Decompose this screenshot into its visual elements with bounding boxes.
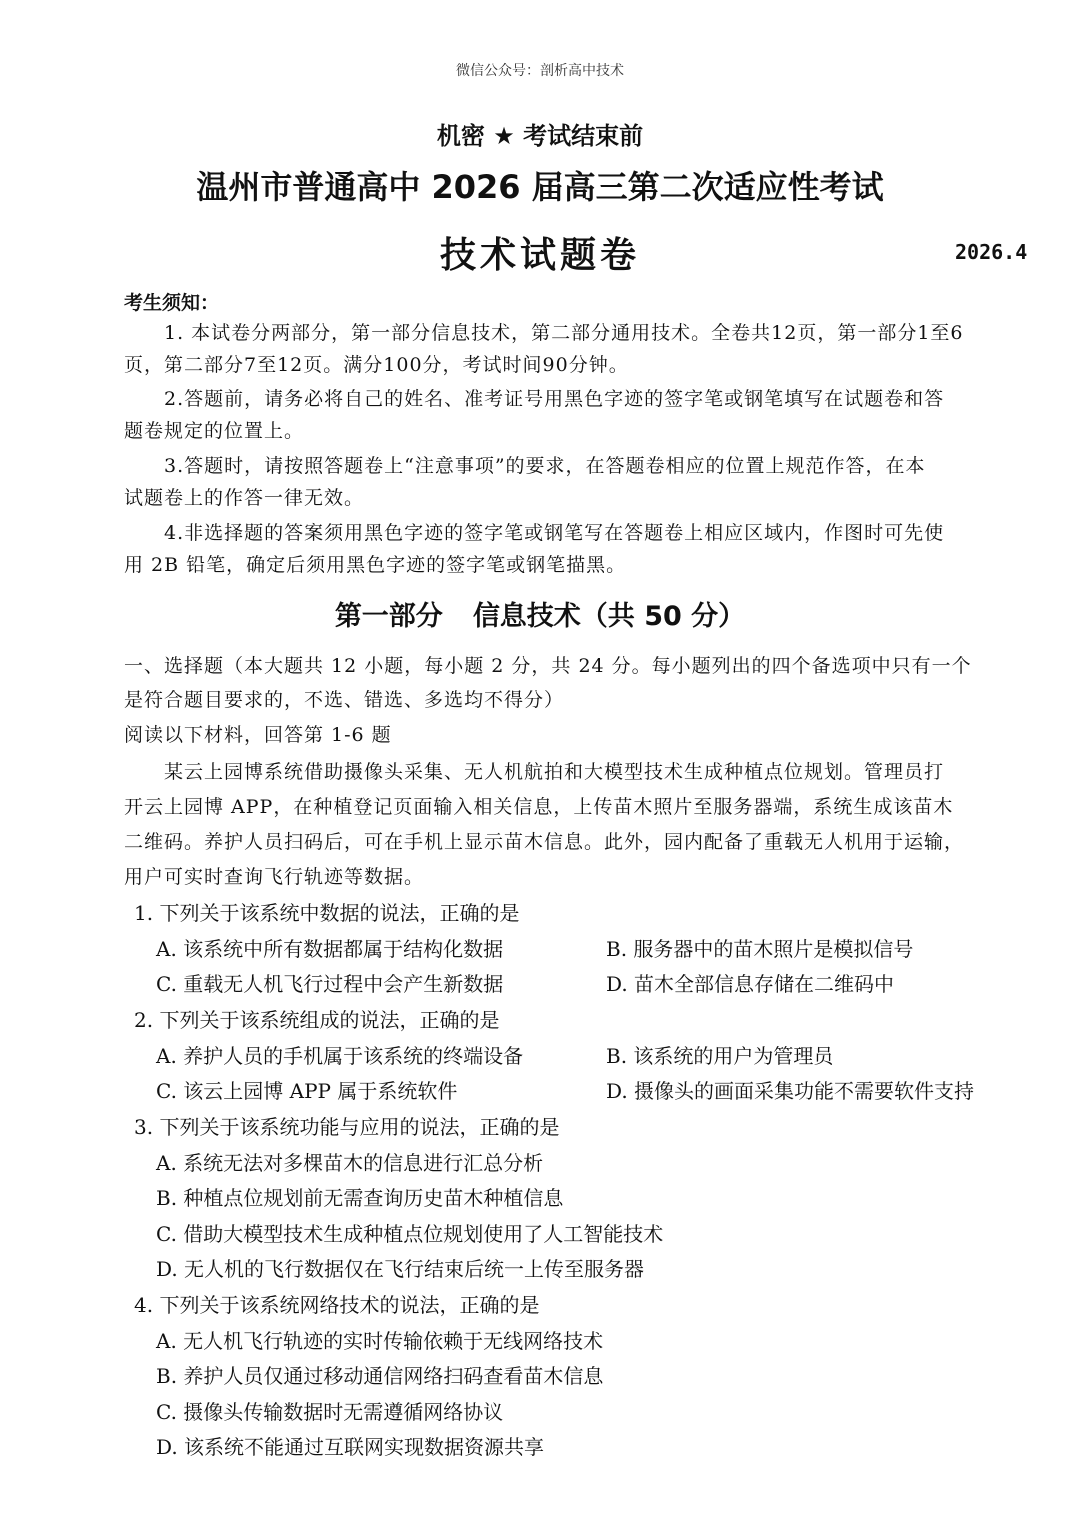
section-part: 第一部分: [334, 601, 443, 632]
exam-title: 温州市普通高中 2026 届高三第二次适应性考试: [196, 168, 884, 206]
notice-line: 3.答题时，请按照答题卷上“注意事项”的要求，在答题卷相应的位置上规范作答，在本: [164, 455, 926, 477]
notice-heading: 考生须知：: [124, 292, 220, 314]
question-stem: 2. 下列关于该系统组成的说法，正确的是: [134, 1008, 500, 1032]
material-line: 用户可实时查询飞行轨迹等数据。: [124, 866, 425, 888]
question-option: B. 该系统的用户为管理员: [606, 1044, 834, 1068]
material-line: 某云上园博系统借助摄像头采集、无人机航拍和大模型技术生成种植点位规划。管理员打: [164, 761, 945, 783]
question-option: D. 摄像头的画面采集功能不需要软件支持: [606, 1079, 975, 1103]
watermark: 微信公众号：剖析高中技术: [456, 63, 624, 79]
paper-date: 2026.4: [955, 240, 1028, 264]
question-stem: 1. 下列关于该系统中数据的说法，正确的是: [134, 901, 520, 925]
reading-prompt: 阅读以下材料，回答第 1-6 题: [124, 724, 392, 746]
choice-intro-line: 是符合题目要求的，不选、错选、多选均不得分）: [124, 689, 565, 711]
material-line: 二维码。养护人员扫码后，可在手机上显示苗木信息。此外，园内配备了重载无人机用于运输，: [124, 831, 965, 853]
question-option: B. 养护人员仅通过移动通信网络扫码查看苗木信息: [156, 1364, 604, 1388]
question-option: B. 服务器中的苗木照片是模拟信号: [606, 937, 914, 961]
question-option: A. 该系统中所有数据都属于结构化数据: [156, 937, 504, 961]
question-option: A. 养护人员的手机属于该系统的终端设备: [156, 1044, 524, 1068]
notice-line: 1. 本试卷分两部分，第一部分信息技术，第二部分通用技术。全卷共12页，第一部分1至6: [164, 322, 964, 344]
material-line: 开云上园博 APP，在种植登记页面输入相关信息，上传苗木照片至服务器端，系统生成该苗木: [124, 796, 954, 818]
question-option: D. 苗木全部信息存储在二维码中: [606, 972, 895, 996]
question-stem: 4. 下列关于该系统网络技术的说法，正确的是: [134, 1293, 540, 1317]
section-title: [0, 594, 1080, 633]
question-option: B. 种植点位规划前无需查询历史苗木种植信息: [156, 1186, 564, 1210]
choice-intro-line: 一、选择题（本大题共 12 小题，每小题 2 分，共 24 分。每小题列出的四个备选项中只有一个: [124, 655, 972, 677]
notice-line: 4.非选择题的答案须用黑色字迹的签字笔或钢笔写在答题卷上相应区域内，作图时可先使: [164, 522, 945, 544]
notice-line: 2.答题前，请务必将自己的姓名、准考证号用黑色字迹的签字笔或钢笔填写在试题卷和答: [164, 388, 945, 410]
question-option: D. 无人机的飞行数据仅在飞行结束后统一上传至服务器: [156, 1257, 645, 1281]
question-option: D. 该系统不能通过互联网实现数据资源共享: [156, 1435, 545, 1459]
question-option: C. 摄像头传输数据时无需遵循网络协议: [156, 1400, 504, 1424]
question-option: C. 该云上园博 APP 属于系统软件: [156, 1079, 458, 1103]
question-option: C. 借助大模型技术生成种植点位规划使用了人工智能技术: [156, 1222, 664, 1246]
question-option: A. 无人机飞行轨迹的实时传输依赖于无线网络技术: [156, 1329, 604, 1353]
notice-line: 用 2B 铅笔，确定后须用黑色字迹的签字笔或钢笔描黑。: [124, 554, 627, 576]
notice-line: 页，第二部分7至12页。满分100分，考试时间90分钟。: [124, 354, 629, 376]
confidential-label: 机密 ★ 考试结束前: [436, 122, 644, 150]
question-option: A. 系统无法对多棵苗木的信息进行汇总分析: [156, 1151, 544, 1175]
paper-title: 技术试题卷: [439, 235, 640, 276]
question-option: C. 重载无人机飞行过程中会产生新数据: [156, 972, 504, 996]
question-stem: 3. 下列关于该系统功能与应用的说法，正确的是: [134, 1115, 560, 1139]
notice-line: 试题卷上的作答一律无效。: [124, 487, 365, 509]
notice-line: 题卷规定的位置上。: [124, 420, 305, 442]
section-name: 信息技术（共 50 分）: [472, 601, 746, 632]
